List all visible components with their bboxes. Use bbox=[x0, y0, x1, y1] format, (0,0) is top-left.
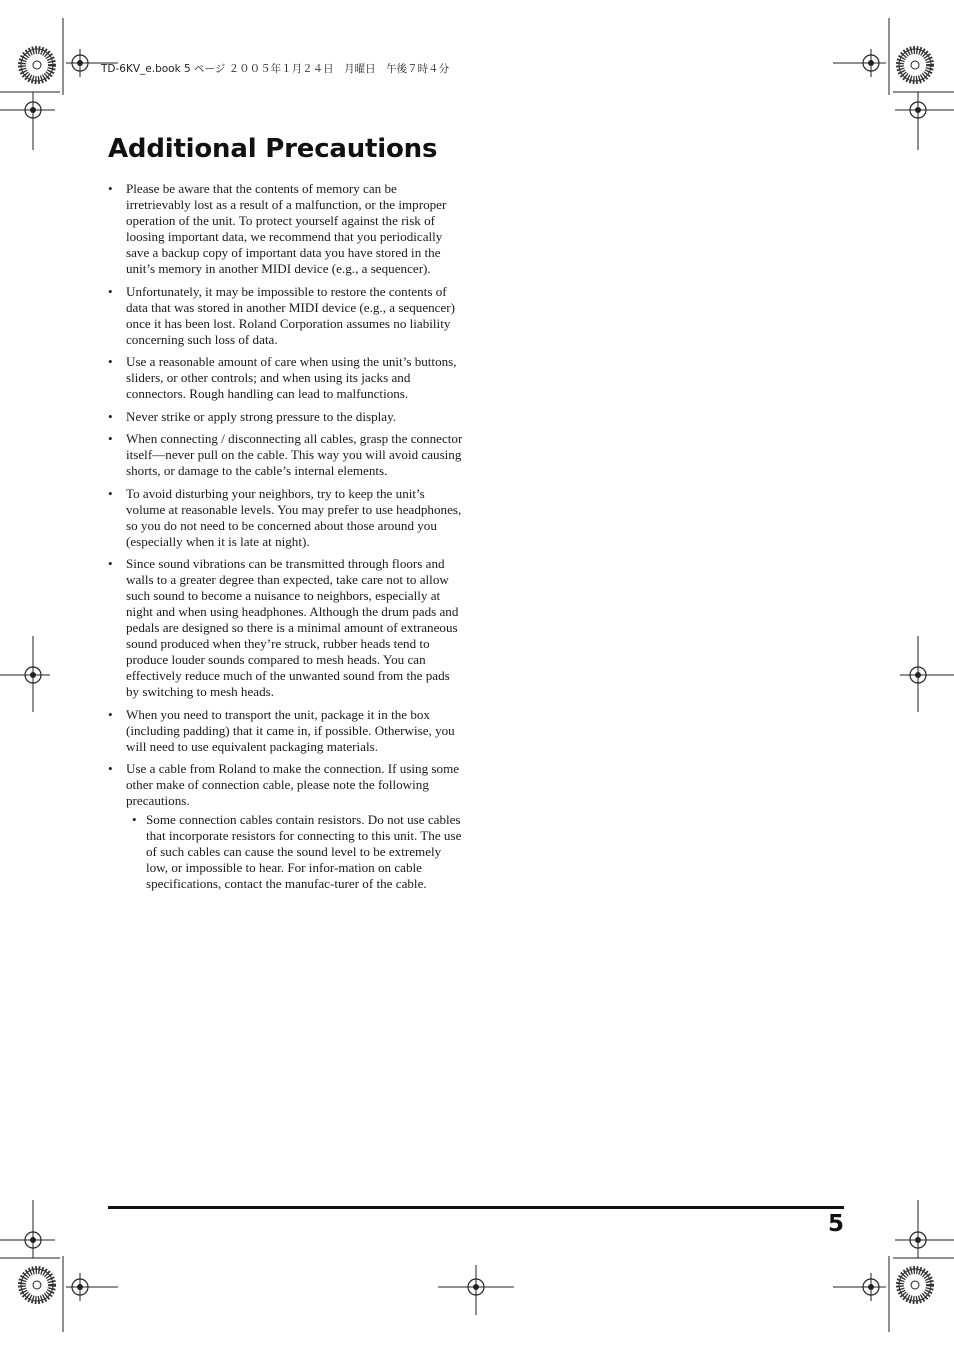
list-item: • To avoid disturbing your neighbors, try to keep the unit’s volume at reasonable levels. You may prefer to use headphones, so you do not need to be concerned about those around you (especially when it is late at night). bbox=[108, 486, 464, 550]
registration-star-mark bbox=[899, 49, 931, 81]
footer-rule bbox=[108, 1206, 844, 1209]
registration-star-mark bbox=[21, 49, 53, 81]
list-item: • Unfortunately, it may be impossible to restore the contents of data that was stored in another MIDI device (e.g., a sequencer) once it has been lost. Roland Corporation assumes no liability concerning such loss of data. bbox=[108, 284, 464, 348]
list-item bbox=[108, 761, 464, 892]
list-item: • When connecting / disconnecting all cables, grasp the connector itself—never pull on the cable. This way you will avoid causing shorts, or damage to the cable’s internal elements. bbox=[108, 431, 464, 479]
cable-precautions-sublist bbox=[126, 812, 464, 892]
page-number: 5 bbox=[827, 1211, 844, 1237]
sub-list-item: • Some connection cables contain resistors. Do not use cables that incorporate resistors for connecting to this unit. The use of such cables can cause the sound level to be extremely low, or impossible to hear. For infor-mation on cable specifications, contact the manufac-turer of the cable. bbox=[126, 812, 464, 892]
registration-star-mark bbox=[21, 1269, 53, 1301]
print-info-header: TD-6KV_e.book 5 ページ ２００５年１月２４日 月曜日 午後７時４分 bbox=[101, 63, 450, 75]
registration-star-mark bbox=[899, 1269, 931, 1301]
list-item: • Never strike or apply strong pressure to the display. bbox=[108, 409, 464, 425]
list-item: • Please be aware that the contents of memory can be irretrievably lost as a result of a malfunction, or the improper operation of the unit. To protect yourself against the risk of loosing important data, we recommend that you periodically save a backup copy of important data you have stored in the unit’s memory in another MIDI device (e.g., a sequencer). bbox=[108, 181, 464, 277]
precautions-list bbox=[108, 181, 464, 899]
list-item: • Use a reasonable amount of care when using the unit’s buttons, sliders, or other controls; and when using its jacks and connectors. Rough handling can lead to malfunctions. bbox=[108, 354, 464, 402]
list-item: • When you need to transport the unit, package it in the box (including padding) that it came in, if possible. Otherwise, you will need to use equivalent packaging materials. bbox=[108, 707, 464, 755]
list-item-text: Use a cable from Roland to make the connection. If using some other make of connection cable, please note the following precautions. bbox=[126, 761, 460, 808]
list-item: • Since sound vibrations can be transmitted through floors and walls to a greater degree than expected, take care not to allow such sound to become a nuisance to neighbors, especially at night and when using headphones. Although the drum pads and pedals are designed so there is a minimal amount of extraneous sound produced when they’re struck, rubber heads tend to produce louder sounds compared to mesh heads. You can effectively reduce much of the unwanted sound from the pads by switching to mesh heads. bbox=[108, 556, 464, 700]
page-title: Additional Precautions bbox=[108, 134, 438, 164]
